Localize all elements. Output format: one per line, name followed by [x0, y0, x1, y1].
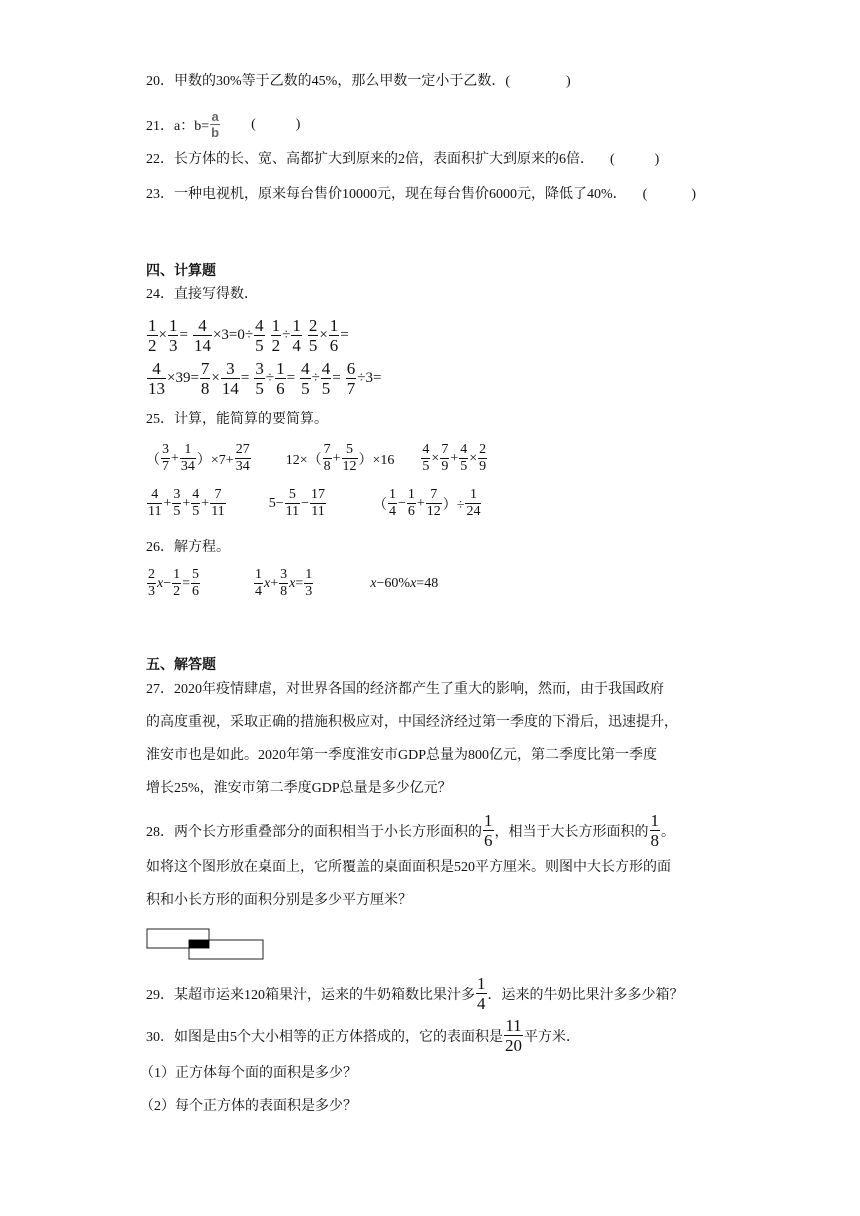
math-token: 2	[148, 336, 157, 355]
math-token: =	[286, 370, 296, 386]
math-token: 2	[308, 316, 318, 335]
q24-title: 24．直接写得数．	[146, 287, 258, 302]
math-token: 8	[650, 831, 659, 850]
fraction	[426, 488, 442, 519]
math-token: 17	[310, 487, 325, 502]
fraction	[147, 317, 158, 354]
math-token: 平方米．	[524, 1029, 580, 1045]
fraction	[191, 488, 200, 519]
q25-title: 25．计算，能简算的要简算。	[146, 412, 328, 427]
math-token: x	[157, 575, 164, 591]
math-token: 3	[173, 487, 181, 502]
q24-row-2	[146, 360, 381, 397]
math-token: 0÷	[237, 327, 254, 343]
math-token: 5	[173, 504, 181, 519]
math-token: 4	[422, 442, 430, 457]
math-token: 4	[477, 994, 486, 1013]
math-token: 1	[388, 487, 396, 502]
q25-row-2	[146, 488, 482, 519]
math-token: 6	[276, 379, 285, 398]
math-token: x	[264, 575, 271, 591]
math-token: +	[171, 450, 179, 466]
math-token: (	[610, 152, 615, 167]
section-5-heading: 五、解答题	[146, 656, 216, 672]
math-token: 甲数的30%等于乙数的45%，那么甲数一定小于乙数．(	[174, 74, 510, 89]
math-token: （	[372, 497, 387, 513]
math-token: 5	[301, 379, 310, 398]
math-token: 12	[426, 504, 441, 519]
fraction	[180, 443, 196, 474]
math-token: （	[146, 452, 160, 468]
fraction	[271, 317, 282, 354]
fraction	[342, 443, 358, 474]
fraction	[200, 360, 211, 397]
math-token: 4	[192, 487, 200, 502]
fraction	[304, 568, 313, 599]
math-token: 一种电视机，原来每台售价10000元，现在每台售价6000元，降低了40%．	[174, 187, 627, 202]
math-token: 14	[193, 336, 211, 355]
math-token: ）×7+	[196, 452, 234, 468]
fraction-a-over-b	[210, 110, 220, 139]
math-token: 9	[441, 459, 449, 474]
math-token: ，相当于大长方形面积的	[494, 824, 649, 840]
math-token: =	[179, 327, 188, 343]
fraction	[161, 443, 170, 474]
math-token: 5	[192, 504, 200, 519]
question-20	[146, 72, 571, 92]
math-token: 5	[460, 459, 468, 474]
math-token: 1	[271, 316, 281, 335]
math-token: 5	[255, 379, 264, 398]
math-token: 14	[221, 379, 239, 398]
q25-row-1	[146, 443, 488, 474]
math-token: )	[691, 187, 697, 202]
fraction	[291, 317, 302, 354]
q26-title: 26．解方程。	[146, 540, 230, 555]
math-token: b	[211, 125, 220, 140]
math-token: 5	[192, 567, 200, 582]
math-token: 4	[388, 504, 396, 519]
math-token: =	[182, 575, 191, 591]
fraction	[168, 317, 179, 354]
question-22	[146, 150, 659, 170]
math-token: 21．	[146, 118, 174, 134]
math-token: 3	[280, 567, 288, 582]
math-token: +	[201, 495, 210, 511]
fraction	[147, 568, 156, 599]
fraction	[285, 488, 300, 519]
math-token: +	[332, 450, 341, 466]
math-token: ÷	[282, 327, 291, 343]
math-token: 22．	[146, 152, 174, 167]
math-token: 20	[505, 1036, 522, 1055]
math-token: ．运来的牛奶比果汁多多少箱？	[487, 987, 684, 1003]
question-21	[146, 110, 300, 139]
math-token: 3	[305, 584, 313, 599]
math-token: ÷	[311, 370, 320, 386]
question-23	[146, 185, 696, 205]
q24-row-1	[146, 317, 349, 354]
fraction	[275, 360, 286, 397]
math-token: ×	[469, 450, 478, 466]
math-token: 7	[214, 487, 222, 502]
fraction	[478, 443, 487, 474]
math-token: 2	[173, 584, 181, 599]
math-token: 1	[477, 974, 486, 993]
math-token: +	[182, 495, 191, 511]
math-token: 5−	[268, 495, 284, 511]
math-token: 23．	[146, 187, 174, 202]
math-token: 7	[162, 459, 169, 474]
math-token: ÷3=	[357, 370, 382, 386]
q28-line-3: 积和小长方形的面积分别是多少平方厘米？	[146, 893, 412, 908]
math-token: ）÷	[442, 497, 465, 513]
math-token: 6	[192, 584, 200, 599]
math-token: 8	[323, 459, 331, 474]
math-token: 12×（	[285, 452, 322, 468]
math-token: ×	[319, 327, 328, 343]
math-token: 。	[661, 824, 675, 840]
math-token: 4	[301, 359, 310, 378]
math-token: 2	[148, 567, 155, 582]
math-token: 1	[650, 811, 659, 830]
math-token: 7	[200, 359, 210, 378]
fraction	[388, 488, 397, 519]
fraction	[476, 975, 487, 1012]
math-token: 4	[151, 487, 159, 502]
fraction	[210, 488, 225, 519]
math-token: −	[397, 495, 406, 511]
fraction	[440, 443, 449, 474]
math-token: =	[340, 327, 349, 343]
math-token: 4	[152, 359, 161, 378]
math-token: 3	[162, 442, 169, 457]
fraction	[407, 488, 416, 519]
math-token: 4	[255, 316, 264, 335]
math-token: ）×16	[358, 452, 395, 468]
math-token: =48	[416, 575, 439, 591]
math-token: 3	[148, 584, 155, 599]
math-token: 5	[422, 459, 430, 474]
math-token: 4	[460, 442, 468, 457]
q28-line-2: 如将这个图形放在桌面上，它所覆盖的桌面面积是520平方厘米。则图中大长方形的面	[146, 860, 671, 875]
overlapping-rectangles-figure	[146, 928, 266, 962]
math-token: 11	[311, 504, 325, 519]
fraction	[504, 1017, 523, 1054]
math-token: 30．如图是由5个大小相等的正方体搭成的，它的表面积是	[146, 1029, 503, 1045]
q26-row	[146, 568, 438, 599]
math-token: 2	[479, 442, 487, 457]
fraction	[254, 360, 265, 397]
math-token: 1	[173, 567, 181, 582]
math-token: +	[163, 495, 172, 511]
math-token: 11	[285, 504, 300, 519]
math-token: 3	[255, 359, 264, 378]
math-token: a：b=	[174, 118, 210, 134]
fraction	[465, 488, 481, 519]
math-token: 34	[235, 459, 250, 474]
math-token: 1	[168, 316, 178, 335]
math-token: 5	[255, 336, 264, 355]
fraction	[310, 488, 326, 519]
math-token: 1	[148, 316, 157, 335]
math-token: 6	[484, 831, 493, 850]
math-token: x	[289, 575, 296, 591]
math-token: a	[211, 109, 219, 124]
math-token: 7	[346, 379, 356, 398]
q27-line-4: 增长25%，淮安市第二季度GDP总量是多少亿元？	[146, 781, 452, 796]
math-token: =	[240, 370, 250, 386]
q27-line-1: 27．2020年疫情肆虐，对世界各国的经济都产生了重大的影响，然而，由于我国政府	[146, 682, 664, 697]
math-token: 12	[342, 459, 357, 474]
math-token: 6	[346, 359, 356, 378]
math-token: 11	[505, 1016, 522, 1035]
math-token: 27	[235, 442, 250, 457]
math-token: (	[642, 187, 648, 202]
math-token: 5	[288, 487, 296, 502]
math-token: 7	[323, 442, 331, 457]
q27-line-2: 的高度重视，采取正确的措施积极应对，中国经济经过第一季度的下滑后，迅速提升，	[146, 715, 678, 730]
math-token: 7	[430, 487, 438, 502]
math-token: )	[654, 152, 660, 167]
fraction	[191, 568, 200, 599]
math-token: 1	[305, 567, 313, 582]
math-token: ×39=	[167, 370, 199, 386]
math-token: 1	[407, 487, 415, 502]
math-token: 长方体的长、宽、高都扩大到原来的2倍，表面积扩大到原来的6倍．	[174, 152, 594, 167]
math-token: 5	[346, 442, 354, 457]
q27-line-3: 淮安市也是如此。2020年第一季度淮安市GDP总量为800亿元，第二季度比第一季度	[146, 748, 658, 763]
math-token: 1	[292, 316, 301, 335]
q29-line	[146, 975, 684, 1012]
q20-text: 20．	[146, 74, 174, 89]
overlap-region	[189, 940, 209, 948]
q28-line-1	[146, 812, 675, 849]
fraction	[254, 568, 263, 599]
fraction	[221, 360, 240, 397]
math-token: 34	[180, 459, 195, 474]
math-token: 4	[198, 316, 207, 335]
math-token: 1	[276, 359, 285, 378]
math-token: 1	[184, 442, 192, 457]
math-token: +	[450, 450, 459, 466]
q30-line	[146, 1017, 580, 1054]
math-token: 29．某超市运来120箱果汁，运来的牛奶箱数比果汁多	[146, 987, 475, 1003]
math-token: ÷	[265, 370, 275, 386]
math-token: 1	[255, 567, 263, 582]
math-token: =	[295, 575, 304, 591]
math-token: 4	[321, 359, 331, 378]
math-token: −	[163, 575, 172, 591]
math-token: 8	[280, 584, 288, 599]
math-token: +	[270, 575, 279, 591]
fraction	[346, 360, 357, 397]
math-token: 1	[469, 487, 477, 502]
fraction	[279, 568, 288, 599]
section-4-heading: 四、计算题	[146, 262, 216, 278]
math-token: −	[376, 575, 385, 591]
math-token: x	[410, 575, 417, 591]
fraction	[421, 443, 430, 474]
math-token: 11	[148, 504, 162, 519]
math-token: 1	[484, 811, 493, 830]
math-token: +	[416, 495, 425, 511]
fraction	[235, 443, 251, 474]
math-token: 7	[441, 442, 449, 457]
math-token: 6	[407, 504, 415, 519]
fraction	[147, 360, 166, 397]
math-token: 5	[321, 379, 331, 398]
math-token: (	[251, 116, 256, 132]
math-token: 4	[255, 584, 263, 599]
math-token: x	[370, 575, 377, 591]
fraction	[300, 360, 311, 397]
fraction	[650, 812, 661, 849]
q30-sub-1: （1）正方体每个面的面积是多少？	[140, 1066, 357, 1081]
math-token: 9	[479, 459, 487, 474]
math-token: 8	[200, 379, 210, 398]
fraction	[483, 812, 494, 849]
fraction	[321, 360, 332, 397]
math-token: 5	[308, 336, 318, 355]
math-token: 60%	[384, 575, 411, 591]
math-token: −	[301, 495, 309, 511]
math-token: 3	[168, 336, 178, 355]
math-token: =	[332, 370, 341, 386]
fraction	[323, 443, 332, 474]
fraction	[193, 317, 212, 354]
fraction	[147, 488, 162, 519]
math-token: 28．两个长方形重叠部分的面积相当于小长方形面积的	[146, 824, 482, 840]
math-token: 6	[329, 336, 339, 355]
math-token: ×	[431, 450, 440, 466]
math-token: ×	[211, 370, 220, 386]
math-token: 1	[329, 316, 339, 335]
fraction	[329, 317, 340, 354]
q30-sub-2: （2）每个正方体的表面积是多少？	[140, 1099, 357, 1114]
math-token: 3	[226, 359, 235, 378]
math-token: ×	[158, 327, 167, 343]
fraction	[254, 317, 265, 354]
math-token: 2	[271, 336, 281, 355]
fraction	[459, 443, 468, 474]
math-token: )	[566, 74, 571, 89]
math-token: 4	[292, 336, 301, 355]
math-token: 13	[148, 379, 165, 398]
fraction	[172, 488, 181, 519]
math-token: 24	[466, 504, 481, 519]
fraction	[308, 317, 319, 354]
math-token: 11	[211, 504, 225, 519]
fraction	[172, 568, 181, 599]
math-token: )	[295, 116, 301, 132]
math-token: ×3=	[212, 327, 238, 343]
